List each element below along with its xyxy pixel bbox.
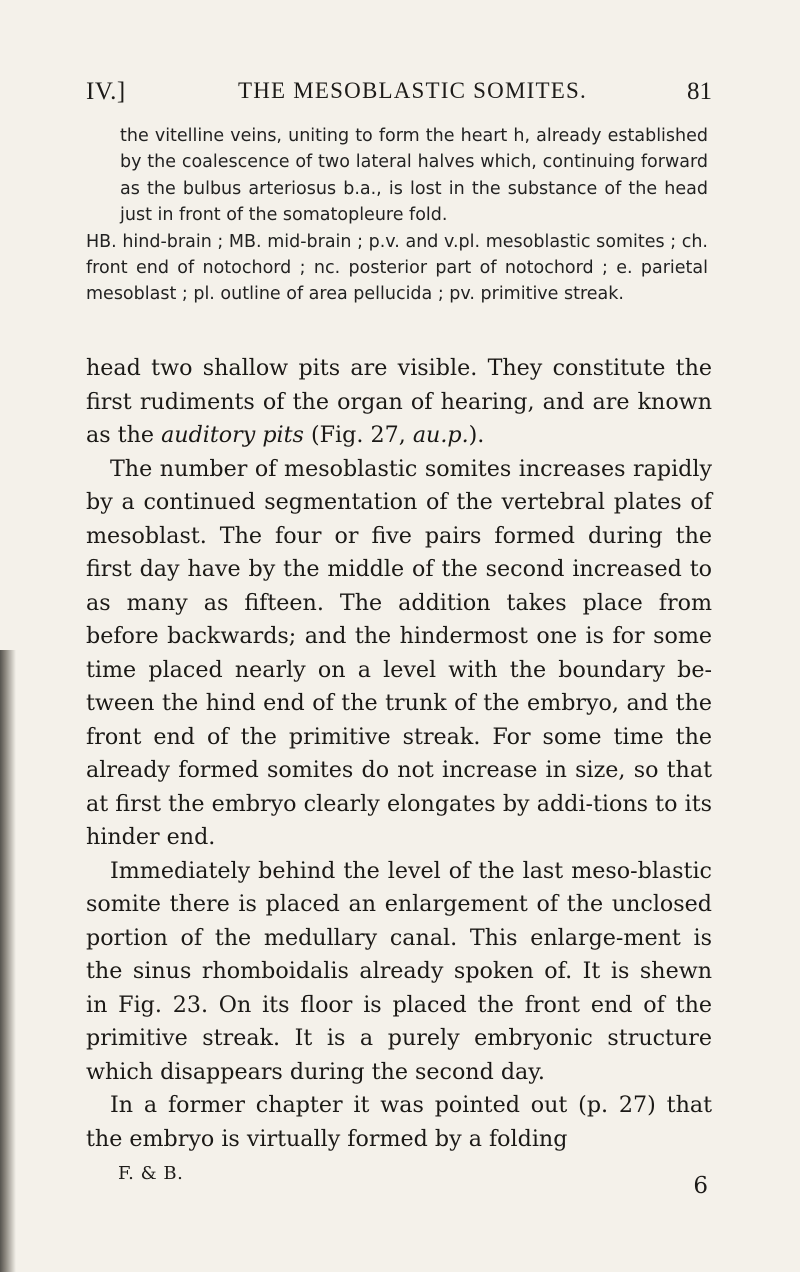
figure-caption (86, 123, 708, 308)
paragraph-1-start: head two shallow pits are visible. They constitute the first rudiments of the organ of hearing, and are known as the (86, 355, 712, 448)
page-number: 81 (687, 78, 712, 105)
paragraph-1-mid: (Fig. 27, (303, 422, 413, 448)
term-auditory-pits: auditory pits (161, 422, 304, 448)
caption-legend: HB. hind-brain ; MB. mid-brain ; p.v. and v.pl. mesoblastic somites ; ch. front end of notochord ; nc. posterior part of notochord ; e. parietal mesoblast ; pl. outline of area pellucida ; pv. primitive streak. (86, 231, 708, 305)
page-edge-shadow (0, 650, 16, 1272)
paragraph-2: The number of mesoblastic somites increases rapidly by a continued segmentation of the vertebral plates of mesoblast. The four or five pairs formed during the first day have by the middle of the second increased to as many as fifteen. The addition takes place from before backwards; and the hindermost one is for some time placed nearly on a level with the boundary be-tween the hind end of the trunk of the embryo, and the front end of the primitive streak. For some time the already formed somites do not increase in size, so that at first the embryo clearly elongates by addi-tions to its hinder end. (86, 455, 712, 850)
body-text (86, 352, 712, 1156)
page-footer (118, 1163, 708, 1203)
paragraph-3: Immediately behind the level of the last meso-blastic somite there is placed an enlargement of the unclosed portion of the medullary canal. This enlarge-ment is the sinus rhomboidalis already spoken of. It is shewn in Fig. 23. On its floor is placed the front end of the primitive streak. It is a purely embryonic structure which disappears during the second day. (86, 857, 712, 1085)
figure-label: au.p. (412, 422, 469, 448)
paragraph-4: In a former chapter it was pointed out (p. 27) that the embryo is virtually formed by a folding (86, 1092, 712, 1152)
printer-mark: F. & B. (118, 1163, 184, 1184)
paragraph-1-end: ). (468, 422, 485, 448)
running-title: THE MESOBLASTIC SOMITES. (238, 78, 587, 103)
paragraph-continued (86, 352, 712, 453)
running-header (86, 78, 712, 114)
chapter-number: IV.] (86, 78, 126, 105)
caption-lead: the vitelline veins, uniting to form the heart h, already established by the coalescence of two lateral halves which, continuing forward as the bulbus arteriosus b.a., is lost in the substance of the head just in front of the somatopleure fold. (120, 126, 708, 226)
signature-mark: 6 (693, 1173, 708, 1199)
